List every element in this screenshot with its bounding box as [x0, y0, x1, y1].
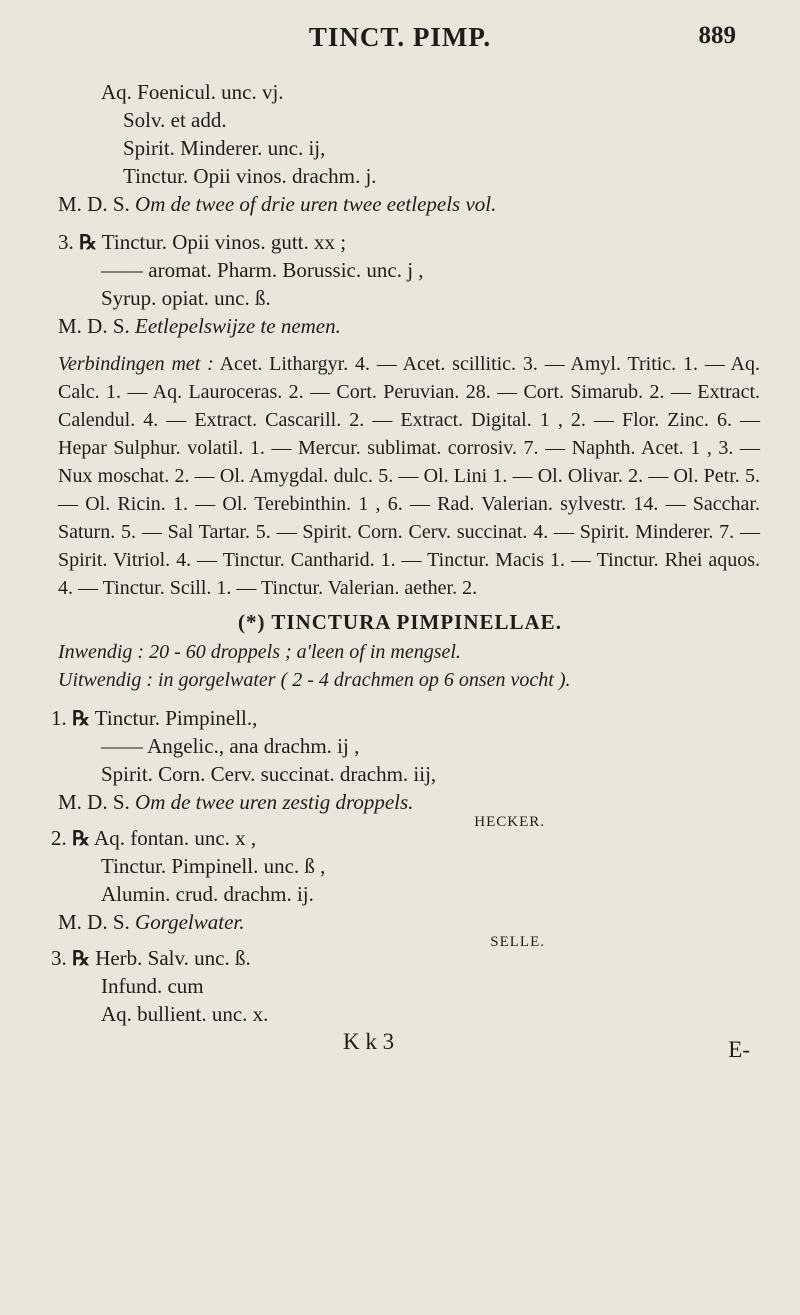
recipe-line [0, 1000, 800, 1028]
line-text: Tinctur. Pimpinell., [89, 706, 258, 730]
page-body [0, 78, 800, 1062]
uitwendig-text: in gorgelwater ( 2 - 4 drachmen op 6 onsen vocht ). [153, 669, 571, 691]
line-text: Aq. bullient. unc. x. [101, 1002, 269, 1026]
instruction-text: Om de twee uren zestig droppels. [135, 790, 414, 814]
uitwendig-paragraph [0, 666, 800, 694]
md-label: M. D. S. [58, 192, 136, 216]
recipe-line [0, 732, 800, 760]
md-label: M. D. S. [58, 314, 136, 338]
instruction-text: Om de twee of drie uren twee eetlepels vol. [135, 192, 497, 216]
running-head: TINCT. PIMP. [308, 22, 492, 52]
line-text: Tinctur. Pimpinell. unc. ß , [101, 854, 326, 878]
page-number: 889 [698, 22, 736, 49]
recipe-line [0, 704, 800, 732]
signature-mark: K k 3 [343, 1029, 395, 1054]
recipe-symbol: ℞ [79, 230, 97, 254]
inwendig-paragraph [0, 638, 800, 666]
recipe-number: 3. [58, 230, 79, 254]
recipe-line [0, 880, 800, 908]
verbindingen-label: Verbindingen met : [58, 353, 214, 375]
recipe-line [0, 78, 800, 106]
recipe-line [0, 852, 800, 880]
recipe-number: 2. [51, 826, 72, 850]
line-text: Aq. fontan. unc. x , [89, 826, 257, 850]
line-text: Syrup. opiat. unc. ß. [101, 286, 271, 310]
recipe-instruction [0, 190, 800, 218]
recipe-number: 3. [51, 946, 72, 970]
author-signature: HECKER. [474, 814, 545, 830]
line-text: Solv. et add. [123, 108, 227, 132]
recipe-symbol: ℞ [72, 706, 90, 730]
recipe-line [0, 760, 800, 788]
recipe-line [0, 256, 800, 284]
recipe-symbol: ℞ [72, 826, 90, 850]
line-text: —— Angelic., ana drachm. ij , [101, 734, 360, 758]
recipe-symbol: ℞ [72, 946, 90, 970]
line-text: Infund. cum [101, 974, 204, 998]
recipe-line [0, 228, 800, 256]
author-signature: SELLE. [490, 934, 545, 950]
line-text: Spirit. Corn. Cerv. succinat. drachm. iij, [101, 762, 437, 786]
recipe-line [0, 934, 800, 972]
line-text: Herb. Salv. unc. ß. [89, 946, 251, 970]
line-text: —— aromat. Pharm. Borussic. unc. j , [101, 258, 424, 282]
section-heading: (*) TINCTURA PIMPINELLAE. [238, 610, 562, 634]
recipe-line [0, 106, 800, 134]
recipe-line [0, 284, 800, 312]
line-text: Aq. Foenicul. unc. vj. [101, 80, 284, 104]
recipe-line [0, 162, 800, 190]
uitwendig-label: Uitwendig : [58, 669, 153, 691]
md-label: M. D. S. [58, 910, 136, 934]
verbindingen-paragraph [0, 350, 800, 602]
line-text: Alumin. crud. drachm. ij. [101, 882, 314, 906]
recipe-number: 1. [51, 706, 72, 730]
recipe-instruction [0, 312, 800, 340]
recipe-line [0, 134, 800, 162]
recipe-instruction [0, 788, 800, 816]
page-header [0, 22, 800, 62]
instruction-text: Gorgelwater. [135, 910, 245, 934]
line-text: Tinctur. Opii vinos. gutt. xx ; [96, 230, 347, 254]
md-label: M. D. S. [58, 790, 136, 814]
recipe-instruction [0, 908, 800, 936]
verbindingen-text: Acet. Lithargyr. 4. — Acet. scillitic. 3. — Amyl. Tritic. 1. — Aq. Calc. 1. — Aq. Lauroceras. 2. — Cort. Peruvian. 28. — Cort. Simarub. 2. — Extract. Calendul. 4. — Extract. Cascarill. 2. — Extract. Digital. 1 , 2. — Flor. Zinc. 6. — Hepar Sulphur. volatil. 1. — Mercur. sublimat. corrosiv. 7. — Naphth. Acet. 1 , 3. — Nux moschat. 2. — Ol. Amygdal. dulc. 5. — Ol. Lini 1. — Ol. Olivar. 2. — Ol. Petr. 5. — Ol. Ricin. 1. — Ol. Terebinthin. 1 , 6. — Rad. Valerian. sylvestr. 14. — Sacchar. Saturn. 5. — Sal Tartar. 5. — Spirit. Corn. Cerv. succinat. 4. — Spirit. Minderer. 7. — Spirit. Vitriol. 4. — Tinctur. Cantharid. 1. — Tinctur. Macis 1. — Tinctur. Rhei aquos. 4. — Tinctur. Scill. 1. — Tinctur. Valerian. aether. 2. [58, 353, 760, 599]
catchword: E- [728, 1037, 750, 1062]
recipe-line [0, 972, 800, 1000]
recipe-line [0, 814, 800, 852]
line-text: Spirit. Minderer. unc. ij, [123, 136, 326, 160]
inwendig-text: 20 - 60 droppels ; a'leen of in mengsel. [144, 641, 461, 663]
page-footer [0, 1028, 800, 1062]
inwendig-label: Inwendig : [58, 641, 145, 663]
instruction-text: Eetlepelswijze te nemen. [135, 314, 341, 338]
line-text: Tinctur. Opii vinos. drachm. j. [123, 164, 377, 188]
